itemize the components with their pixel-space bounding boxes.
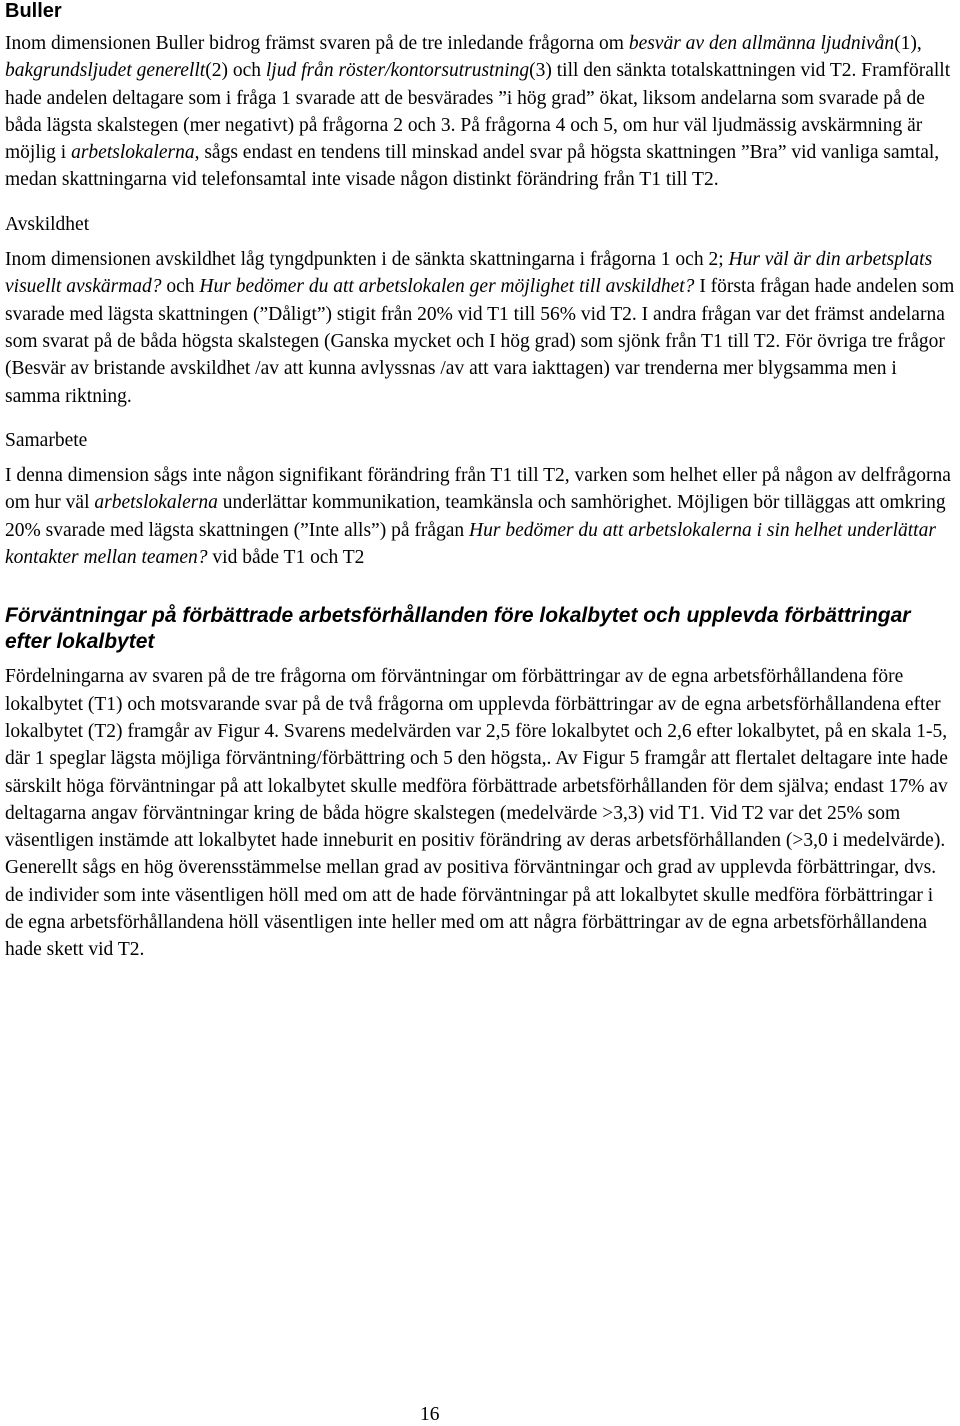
paragraph-buller: Inom dimensionen Buller bidrog främst svaren på de tre inledande frågorna om besvär av den allmänna ljudnivån(1), bakgrundsljudet generellt(2) och ljud från röster/kontorsutrustning(3) till den sänkta totalskattningen vid T2. Framförallt hade andelen deltagare som i fråga 1 svarade att de besvärades ”i hög grad” ökat, liksom andelarna som svarade på de båda lägsta skalstegen (mer negativt) på frågorna 2 och 3. På frågorna 4 och 5, om hur väl ljudmässig avskärmning är möjlig i arbetslokalerna, sågs endast en tendens till minskad andel svar på högsta skattningen ”Bra” vid vanliga samtal, medan skattningarna vid telefonsamtal inte visade någon distinkt förändring från T1 till T2. bbox=[5, 33, 951, 191]
section-heading-samarbete: Samarbete bbox=[5, 429, 88, 451]
paragraph-samarbete: I denna dimension sågs inte någon signifikant förändring från T1 till T2, varken som helhet eller på någon av delfrågorna om hur väl arbetslokalerna underlättar kommunikation, teamkänsla och samhörighet. Möjligen bör tilläggas att omkring 20% svarade med lägsta skattningen (”Inte alls”) på frågan Hur bedömer du att arbetslokalerna i sin helhet underlättar kontakter mellan teamen? vid både T1 och T2 bbox=[5, 465, 951, 569]
paragraph-forvantningar: Fördelningarna av svaren på de tre frågorna om förväntningar om förbättringar av de egna arbetsförhållandena före lokalbytet (T1) och motsvarande svar på de två frågorna om upplevda förbättringar av de egna arbetsförhållandena efter lokalbytet (T2) framgår av Figur 4. Svarens medelvärden var 2,5 före lokalbytet och 2,6 efter lokalbytet, på en skala 1-5, där 1 speglar lägsta möjliga förväntning/förbättring och 5 den högsta,. Av Figur 5 framgår att flertalet deltagare inte hade särskilt höga förväntningar på att lokalbytet skulle medföra förbättrade arbetsförhållanden för dem själva; endast 17% av deltagarna angav förväntningar kring de båda högre skalstegen (medelvärde >3,3) vid T1. Vid T2 var det 25% som väsentligen instämde att lokalbytet hade inneburit en positiv förändring av deras arbetsförhållanden (>3,0 i medelvärde). Generellt sågs en hög överensstämmelse mellan grad av positiva förväntningar och grad av upplevda förbättringar, dvs. de individer som inte väsentligen höll med om att de hade förväntningar på att lokalbytet skulle medföra förbättringar i de egna arbetsförhållandena höll väsentligen inte heller med om att några förbättringar av de egna arbetsförhållandena hade skett vid T2. bbox=[5, 666, 948, 961]
paragraph-avskildhet: Inom dimensionen avskildhet låg tyngdpunkten i de sänkta skattningarna i frågorna 1 och 2; Hur väl är din arbetsplats visuellt avskärmad? och Hur bedömer du att arbetslokalen ger möjlighet till avskildhet? I första frågan hade andelen som svarade med lägsta skattningen (”Dåligt”) stigit från 20% vid T1 till 56% vid T2. I andra frågan var det främst andelarna som svarat på de båda högsta skalstegen (Ganska mycket och I hög grad) som sjönk från T1 till T2. För övriga tre frågor (Besvär av bristande avskildhet /av att kunna avlyssnas /av att vara iakttagen) var trenderna mer blygsamma men i samma riktning. bbox=[5, 249, 955, 407]
section-heading-forvantningar: Förväntningar på förbättrade arbetsförhållanden före lokalbytet och upplevda förbättringar efter lokalbytet bbox=[5, 604, 911, 654]
document-page bbox=[5, 0, 955, 964]
section-heading-buller: Buller bbox=[5, 0, 62, 22]
section-heading-avskildhet: Avskildhet bbox=[5, 213, 90, 235]
